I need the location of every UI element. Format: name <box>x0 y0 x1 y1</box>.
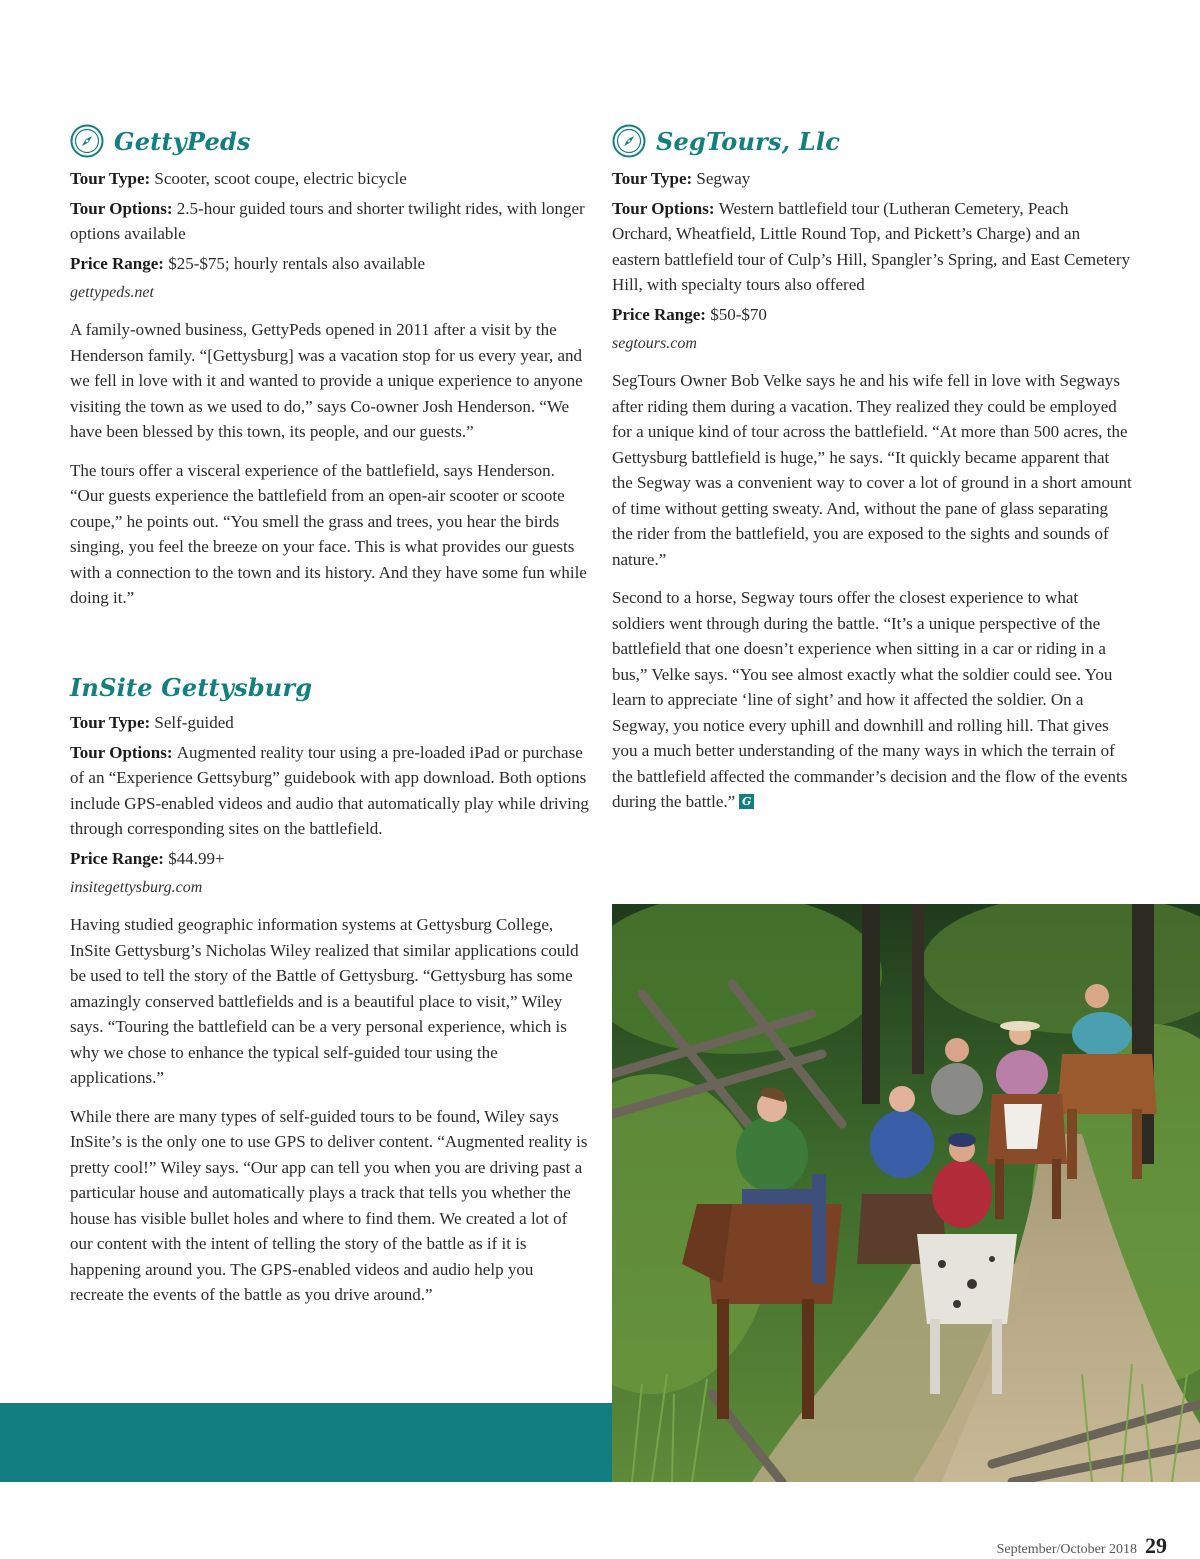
end-mark-icon: G <box>739 794 754 809</box>
segtours-section <box>612 122 1132 828</box>
body-paragraph: While there are many types of self-guided tours to be found, Wiley says InSite’s is the only one to use GPS to deliver content. “Augmented reality is pretty cool!” Wiley says. “Our app can tell you when you are driving past a particular house and automatically plays a track that tells you whether the house has visible bullet holes and where to find them. We created a lot of our content with the intent of telling the story of the battle as if it is happening around you. The GPS-enabled videos and audio help you recreate the events of the battle as you drive around.” <box>70 1106 588 1304</box>
body-paragraph: A family-owned business, GettyPeds opened in 2011 after a visit by the Henderson family. “[Gettysburg] was a vacation stop for us every year, and we fell in love with it and wanted to provide a unique experience to anyone visiting the town as we used to do,” says Co-owner Josh Henderson. “We have been blessed by this town, its people, and our guests.” <box>70 320 583 441</box>
segtours-heading <box>612 122 1132 160</box>
compass-icon <box>70 124 104 158</box>
page-number: 29 <box>1145 1533 1167 1558</box>
website-link[interactable]: insitegettysburg.com <box>70 879 203 896</box>
price-range: Price Range: $50-$70 <box>612 304 767 324</box>
price-range: Price Range: $25-$75; hourly rentals also available <box>70 253 426 273</box>
section-title: SegTours, Llc <box>656 126 841 156</box>
section-title: InSite Gettysburg <box>70 672 313 702</box>
tour-type: Tour Type: Self-guided <box>70 713 234 732</box>
tour-options: Tour Options: Augmented reality tour using a pre-loaded iPad or purchase of an “Experience Gettsyburg” guidebook with app download. Both options include GPS-enabled videos and audio that automatically play while driving through corresponding sites on the battlefield. <box>70 742 589 838</box>
website-link[interactable]: segtours.com <box>612 335 697 352</box>
body-paragraph: The tours offer a visceral experience of the battlefield, says Henderson. “Our guests experience the battlefield from an open-air scooter or scoote coupe,” he points out. “You smell the grass and trees, you hear the birds singing, you feel the breeze on your face. This is what provides our guests with a connection to the town and its history. And they have some fun while doing it.” <box>70 460 587 607</box>
website-link[interactable]: gettypeds.net <box>70 284 154 301</box>
tour-options: Tour Options: 2.5-hour guided tours and shorter twilight rides, with longer options available <box>70 198 585 243</box>
body-paragraph: Having studied geographic information systems at Gettysburg College, InSite Gettysburg’s Nicholas Wiley realized that similar applications could be used to tell the story of the Battle of Gettysburg. “Gettysburg has some amazingly conserved battlefields and is a beautiful place to visit,” Wiley says. “Touring the battlefield can be a very personal experience, which is why we chose to enhance the typical self-guided tour using the applications.” <box>70 915 579 1087</box>
tour-type: Tour Type: Scooter, scoot coupe, electric bicycle <box>70 169 407 188</box>
teal-band <box>0 1403 612 1482</box>
tour-type: Tour Type: Segway <box>612 169 751 188</box>
body-paragraph: SegTours Owner Bob Velke says he and his wife fell in love with Segways after riding them during a vacation. They realized they could be employed for a unique kind of tour across the battlefield. “At more than 500 acres, the Gettysburg battlefield is huge,” he says. “It quickly became apparent that the Segway was a convenient way to cover a lot of ground in a short amount of time without getting sweaty. And, without the pane of glass separating the rider from the battlefield, you are exposed to the sights and sounds of nature.” <box>612 371 1132 569</box>
compass-icon <box>612 124 646 158</box>
page-footer <box>997 1533 1167 1559</box>
gettypeds-heading <box>70 122 590 160</box>
price-range: Price Range: $44.99+ <box>70 848 225 868</box>
horseback-riders-photo <box>612 904 1200 1482</box>
tour-options: Tour Options: Western battlefield tour (Lutheran Cemetery, Peach Orchard, Wheatfield, Little Round Top, and Pickett’s Charge) and an eastern battlefield tour of Culp’s Hill, Spangler’s Spring, and East Cemetery Hill, with specialty tours also offered <box>612 198 1131 294</box>
body-paragraph: Second to a horse, Segway tours offer the closest experience to what soldiers went through during the battle. “It’s a unique perspective of the battlefield that one doesn’t experience when sitting in a car or riding in a bus,” Velke says. “You see almost exactly what the soldier could see. You learn to appreciate ‘line of sight’ and how it affected the soldier. On a Segway, you notice every uphill and downhill and rolling hill. That gives you a much better understanding of the many ways in which the terrain of the battlefield affected the commander’s decision and the flow of the events during the battle.” G <box>612 588 1128 811</box>
insite-heading <box>70 670 590 704</box>
section-title: GettyPeds <box>114 126 251 156</box>
gettypeds-section <box>70 122 590 624</box>
issue-date: September/October 2018 <box>996 1542 1137 1557</box>
photo-illustration <box>612 904 1200 1482</box>
insite-section <box>70 670 590 1321</box>
